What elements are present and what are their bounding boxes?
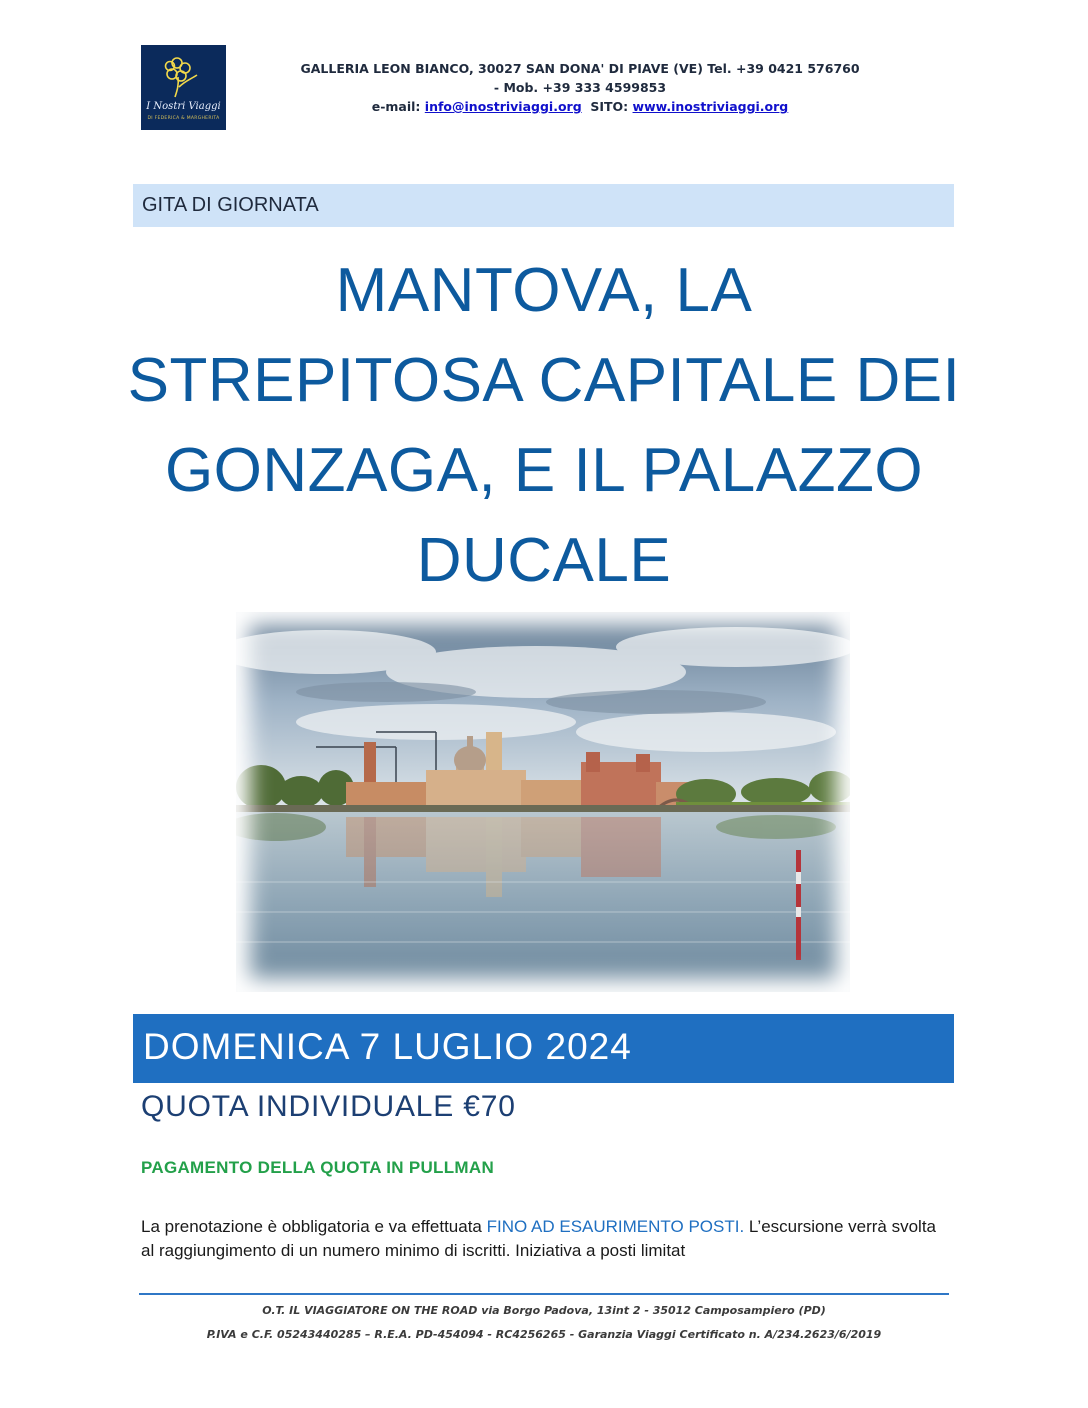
footer-divider [139, 1293, 949, 1295]
booking-highlight: FINO AD ESAURIMENTO POSTI. [486, 1217, 745, 1236]
mantova-photo [236, 612, 850, 992]
agency-logo [141, 45, 226, 130]
logo-brand-name: I Nostri Viaggi [146, 101, 221, 112]
agency-header [240, 59, 920, 116]
date-banner [133, 1014, 954, 1083]
title-line: DUCALE [416, 526, 672, 595]
agency-mobile: - Mob. +39 333 4599853 [493, 80, 667, 95]
footer-line-2: P.IVA e C.F. 05243440285 – R.E.A. PD-454094 - RC4256265 - Garanzia Viaggi Certificato n. A/234.2623/6/2019 [206, 1328, 882, 1341]
footer-line-1: O.T. IL VIAGGIATORE ON THE ROAD via Borgo Padova, 13int 2 - 35012 Camposampiero (PD) [262, 1304, 826, 1317]
title-line: MANTOVA, LA [335, 256, 753, 325]
flower-icon [163, 55, 203, 99]
email-label: e-mail: [371, 99, 421, 114]
title-line: STREPITOSA CAPITALE DEI [127, 346, 961, 415]
site-label: SITO: [590, 99, 629, 114]
agency-address: GALLERIA LEON BIANCO, 30027 SAN DONA' DI PIAVE (VE) Tel. +39 0421 576760 [300, 61, 860, 76]
price-label: QUOTA INDIVIDUALE €70 [141, 1090, 516, 1123]
title-line: GONZAGA, E IL PALAZZO [164, 436, 924, 505]
booking-text-1: La prenotazione è obbligatoria e va effettuata [141, 1217, 487, 1236]
email-link[interactable]: info@inostriviaggi.org [424, 99, 582, 114]
page-title [120, 246, 968, 606]
section-label: GITA DI GIORNATA [142, 194, 319, 216]
section-band [133, 184, 954, 227]
booking-text-2: L’escursione verrà svolta al raggiungimento di un numero minimo di iscritti. Iniziativa a posti limitat [141, 1217, 937, 1260]
logo-subtitle: DI FEDERICA & MARGHERITA [147, 116, 220, 121]
agency-contacts [240, 97, 920, 116]
payment-note: PAGAMENTO DELLA QUOTA IN PULLMAN [141, 1158, 495, 1177]
site-link[interactable]: www.inostriviaggi.org [632, 99, 789, 114]
booking-info [141, 1215, 941, 1263]
trip-date: DOMENICA 7 LUGLIO 2024 [143, 1026, 632, 1067]
